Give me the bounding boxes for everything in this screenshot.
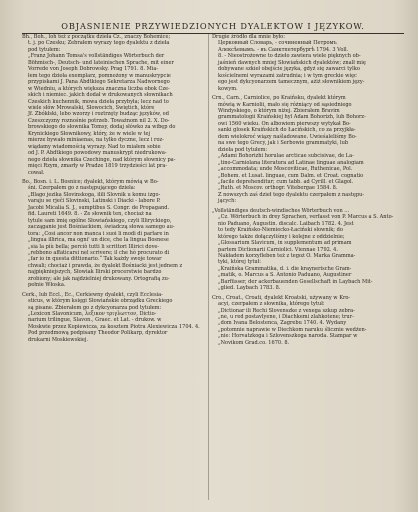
entry-text-line: nio Paduano, Augustin. discalc. Laibach 1782. 4. Jest <box>218 220 354 227</box>
entry-text-line: „far io in questa dittionario.“ Tak każdy swoje towar <box>28 256 162 263</box>
entry-text-line: Moskwie przez Kopiewicza, za kosztem Piotra Alexiewicza 1704. 4. <box>28 323 200 330</box>
entry-text-line: partem Dictionarii Carniolici. Viennae 1792. 4. <box>218 246 338 253</box>
entry-text-line: przypiskami J. Pana Abdtkiego Sekretarza Nadwornego <box>28 79 170 86</box>
entry-text-line: Cro., Croat., Croati, dyalekt Kroatski, używany w Kro- <box>212 294 351 301</box>
entry-text-line: „nie: Horvatzkoga i Szlovenszkoga naroda. Stampar w <box>218 333 358 340</box>
entry-text-line: „tino-Carniolana literatura ad Latinae linguae analogiam <box>218 159 364 166</box>
entry-text-line: „matik, o. Marcus a S. Antonio Paduano, Augustiner <box>218 272 352 279</box>
entry-text-line: Crn., Carn., Carniolice, po Kraińsku, dyalekt którym <box>212 95 346 102</box>
entry-text-line: sticus, w którym księgi Słowiańskie obrządku Greckiego <box>28 298 173 305</box>
entry-text-line: „Barfüsser, der ackerbauenden Gesellschaft in Laybach Mit- <box>218 278 373 285</box>
entry-text-line: „Vollständiges deutsch-windisches Wörterbuch von ... <box>212 207 350 214</box>
dictionary-source-entry <box>212 208 405 292</box>
entry-text-line: jących: <box>218 198 237 205</box>
dictionary-source-entry <box>212 295 405 347</box>
entry-text-line: „Franz Johann Tomsa's vollständiges Wörterbuch der <box>28 53 165 60</box>
entry-text-line: dem wielokroć wiązy naśladowane. Uwieśaleliśmy Bo- <box>218 133 357 140</box>
entry-text-line: mięci Rzym, zmarły w Pradze 1819 trzydzieści lat pra- <box>28 163 168 170</box>
entry-text-line: tyki, której tytuł: <box>218 259 261 266</box>
entry-text-line: tytule sam imię ogólne Słowiańskiego, czyli Illiryckiego, <box>28 217 172 224</box>
entry-text-line: Bh., Boh., loh też z początku dzieła Cz., znaczy Bohemice; <box>22 34 171 40</box>
entry-text-line: którego także dołączyliśmy i kolejne z oddzielnie; <box>218 233 345 240</box>
entry-text-line: dzieła pod tytułem: <box>218 146 268 153</box>
entry-text-line: „Lexicon Slavonicum, λεξικον τριγλωττον, Dictio- <box>28 311 157 318</box>
entry-text-line: „Adami Bohorizhi horulae arcticae subcisivae, de La- <box>218 153 354 160</box>
entry-text-line: śni. Czerpałem go z następującego dzieła: <box>28 185 136 192</box>
entry-text-line: Алексѣевымъ. - въ Санктпетербургѣ 1794. 3 Voll. <box>218 46 349 53</box>
entry-text-line: Vorrede von Joseph Dobrowsky. Prag 1791. 8. Mia- <box>28 66 159 73</box>
entry-text-line: fid. Laureti 1649. 8. - Ze słownik ten, chociaż na <box>28 211 152 218</box>
entry-text-line: Cerk., lub Eccl., Ec., Cerkiewny dyalekt, czyli Ecclesia- <box>22 291 163 298</box>
column-divider <box>208 34 209 500</box>
entry-text-line: „Kraińska Grammatika, d. i. die kraynerische Gram- <box>218 265 352 272</box>
entry-text-line: skich i niemiec. jakich dodał w drukowanych słownikach <box>28 92 173 99</box>
entry-text-line: Windyskiego, o którym niżej. Zbierałem Bravim <box>218 107 340 114</box>
entry-text-line: sanki glosek Kraińskich do Łacińskich, co za przyjkła- <box>218 127 356 134</box>
entry-text-line: zrobiony; ale jak najdzielniej drukowany. Ortografią zu- <box>28 275 170 282</box>
entry-text-line: „dom Ivana Belostenca, Zagrebu 1740. 4. Wydany <box>218 320 347 327</box>
entry-text-line: Czeszczyzny roznośnie potrzeb. Toważnom nil 2. X. Do- <box>28 117 170 124</box>
entry-text-line: „Dictionar ili Rechi Slovenszke z vexega szkup zebra- <box>218 307 355 314</box>
entry-text-line: nego dzieła słownika Czechinge, nad którym słownicy pa- <box>28 156 176 163</box>
entry-text-line: są pisane. Zbierałem go z dykcyonarza pod tytułem: <box>28 304 162 311</box>
entry-text-line: „sia la più bella; perciò tutti li scrittori Illirici dove- <box>28 243 160 250</box>
entry-text-line: cował. <box>28 169 45 176</box>
page-header: OBJASNIENIE PRZYWIEDZIONYCH DYALEKTOW I JĘZYKOW. <box>22 21 404 34</box>
entry-text-line: od J. P. Abdtkiego powodowy manuskrypt niedrukowa- <box>28 150 167 157</box>
dictionary-source-entry <box>212 34 405 92</box>
entry-text-line: wiele słów Mrowalski, Słowocich, Swiętich, które <box>28 104 155 111</box>
entry-text-line: „Blago jezika Slovinskoga, ilili Slovnik u komu izgo- <box>28 191 161 198</box>
entry-text-line: varaju se rječi Slovinski, Latinski i Diacki - labore P. <box>28 198 161 205</box>
entry-text-line: chwali; chociaż i prawda, że dyalekt Bośniacki jest jednem z <box>28 262 183 269</box>
dictionary-source-entry <box>212 95 405 205</box>
entry-text-line: pod tytułem: <box>28 46 61 53</box>
entry-text-line: mierze bywało miniaenas, na tylko dyczne, lecz i roz- <box>28 137 164 144</box>
entry-text-line: kościelnemi wyrazami zatrudnia; i w tym greckie więc <box>218 72 357 79</box>
entry-text-line: łem tego dzieła exemplarz, pomnożony w manuskrypcie <box>28 72 171 79</box>
entry-text-line: zacząganie jest Bośniackiem, świadczą słowa samego au- <box>28 224 175 231</box>
entry-text-line: jaśnień dawnych mniej Słowiańskich dyalektów; znalł mię <box>218 59 366 66</box>
entry-text-line: Nakładem korzyfleben też z tegoż O. Marka Gramma- <box>218 252 356 259</box>
entry-text-line: tora: „Cosi ancor non manca i suoi li modi di parlare in <box>28 230 169 237</box>
entry-text-line: w Wiedniu, a których większa znaczna liczba obok Cze- <box>28 85 170 92</box>
entry-text-line: kowym. <box>218 85 238 92</box>
entry-text-line: ego jest dykcyonarzem tamecznym, ażiż słownikiem języ- <box>218 79 365 86</box>
entry-text-line: 8. - Nieostrożowne to dzieło zawiera wiele pięknych ob- <box>218 53 361 60</box>
entry-text-line: „Bohem. et Lusat. linguae, cum Dalm. et Croat. cognatio <box>218 172 364 179</box>
entry-text-line: mówią w Karniolii, mało się różniący od sąsiedniego <box>218 101 352 108</box>
entry-text-line: „rebbono affaticarsi nel scrivere; il che hò procurato di <box>28 249 170 256</box>
entry-text-line: „Glossarium Slavicum, in supplementum ad primam <box>218 240 352 247</box>
entry-text-line: Pod przedmową podpisany Theodor Polikarp, dyrektor <box>28 330 168 337</box>
entry-text-line: „ne, u red postavlyene, i Diachkemi zlahkotene; trur- <box>218 314 354 321</box>
entry-text-line: dobywane szkieł obejście języka, gdyż się zawarci tylko <box>218 66 360 73</box>
entry-text-line: Krynickiego Słownikowy, który, że w wiele w tej <box>28 130 151 137</box>
dictionary-source-entry <box>22 34 205 176</box>
entry-text-line: „Cz. Wörterbuch in drey Sprachen, verfasst von P. Marcus a S. Anto- <box>218 214 394 221</box>
entry-text-line: narium trilingue, Slavon., Graec. et Lat. - drukow. w <box>28 317 162 324</box>
entry-text-line: Czeskich kuchennik, mowa dzieła przybyła; lecz nad to <box>28 98 169 105</box>
entry-text-line: pełnie Włoska. <box>28 282 66 289</box>
entry-text-line: na swe tego Grecy, jak i Serbowie grammatyki, lub <box>218 140 349 147</box>
entry-text-line: najpiękniejszych, Słowiak Ilirski procerstwie bardzo <box>28 269 162 276</box>
entry-text-line: acyi, czerpałem z słownika, którego tytuł: <box>218 301 325 308</box>
entry-text-line: drukarni Moskiewskiej. <box>28 336 89 343</box>
entry-text-line: „facile deprehenditur; cum tabb. ad Cyrill. et Glagol. <box>218 178 354 185</box>
entry-text-line: „Ruth. et Moscov. orthogr. Vitebergae 1584. 8. <box>218 185 338 192</box>
dictionary-source-entry <box>22 179 205 289</box>
entry-text-line: browskiego do słownika Tomsy, dodaj słówko za wibęp do <box>28 124 176 131</box>
entry-text-line: „lingua illirica, ma ogni' un dice, che la lingua Bosnese <box>28 237 169 244</box>
entry-text-line: owi 1560 wieku. On albowiem pierwszy wytykał Bo- <box>218 120 351 127</box>
entry-text-line: t. j. po Czesku; Zebrałem wyrazy tego dyalektu z dzieła <box>28 40 170 47</box>
entry-text-line: to tedy Kraińsko-Niemiecko-Łaciński słownik; do <box>218 227 343 234</box>
entry-text-line: Bo., Bosn. i. L. Bosnice; dyalekt, którym mówią w Bo- <box>22 178 159 185</box>
entry-text-line: „Novikom Grad.co. 1670. 8. <box>218 339 290 346</box>
entry-text-line: wiądamy wiadomością wyrazy. Nad to miałem sobie <box>28 143 161 150</box>
entry-text-line: Böhmisch-, Deutsch- und lateinischen Sprache, mit einer <box>28 59 174 66</box>
dictionary-source-entry <box>22 292 205 344</box>
entry-text-line: „glied. Laybach 1783. 8. <box>218 285 281 292</box>
entry-text-line: Z nowszych zaś dzieł tego dyalektu czerpałem z następu- <box>218 191 365 198</box>
entry-text-line: „potomnie naprawie w Diechkom naruku ślicznie wedżen- <box>218 326 367 333</box>
entry-text-line: Церковный Словарь, - сочиненный Петромъ <box>218 40 337 47</box>
left-column <box>22 34 205 346</box>
entry-text-line: Jacobi Micalia S. J., sumptibus S. Congr. de Propagand. <box>28 204 170 211</box>
entry-text-line: Jf. Zbókłski, lebo wzorzy i roztrzęty budząc języków, od <box>28 111 169 118</box>
entry-text-line: grammatologii Kraińskiej hyl Adam Bohorizh, lub Bohorz- <box>218 114 366 121</box>
entry-text-line: Drugie źródło dla mnie było: <box>212 34 285 40</box>
entry-text-line: „accommodata; unde Moscoviticae, Ruthenicae, Pol. <box>218 166 353 173</box>
right-column <box>212 34 405 349</box>
